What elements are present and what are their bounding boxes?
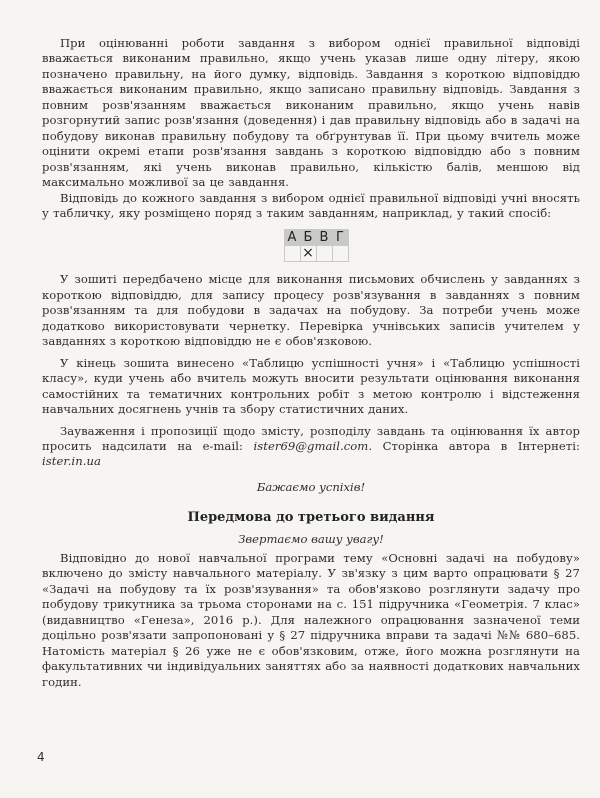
- paragraph-answer-table-intro: Відповідь до кожного завдання з вибором однієї правильної відповіді учні вносять у табличку, яку розміщено поряд з таким завданням, наприклад, у такий спосіб:: [42, 190, 580, 220]
- paragraph-workbook-space: У зошиті передбачено місце для виконання письмових обчислень у завданнях з короткою відповіддю, для запису процесу розв'язування в завданнях з повним розв'язанням та для побудови в задачах на побудову. За потреби учень може додатково використовувати чернетку. Перевірка учнівських записів учителем у завданнях з короткою відповіддю не є обов'язковою.: [42, 272, 580, 349]
- website-link[interactable]: ister.in.ua: [42, 454, 101, 469]
- paragraph-contact: [42, 424, 580, 470]
- email-link[interactable]: ister69@gmail.com: [253, 438, 369, 453]
- answer-cell-a: [284, 246, 300, 262]
- answer-cell-v: [316, 246, 332, 262]
- contact-text: Зауваження і пропозиції щодо змісту, розподілу завдань та оцінювання їх автор просить надсилати на e-mail:: [42, 423, 580, 453]
- page-content: [42, 36, 580, 690]
- preface-subheading: Звертаємо вашу увагу!: [238, 531, 384, 546]
- answer-table: [284, 229, 349, 262]
- answer-cell-b-cross-mark: ×: [300, 246, 316, 262]
- answer-option-g: Г: [332, 230, 348, 246]
- paragraph-success-tables: У кінець зошита винесено «Таблицю успішності учня» і «Таблицю успішності класу», куди учень або вчитель можуть вносити результати оцінювання виконання самостійних та тематичних контрольних робіт з метою контролю і відстеження навчальних досягнень учнів та збору статистичних даних.: [42, 355, 580, 417]
- wishes-text: Бажаємо успіхів!: [256, 479, 366, 494]
- answer-option-b: Б: [300, 230, 316, 246]
- answer-table-container: [42, 229, 580, 262]
- paragraph-preface: Відповідно до нової навчальної програми тему «Основні задачі на побудову» включено до змісту навчального матеріалу. У зв'язку з цим варто опрацювати § 27 «Задачі на побудову та їх розв'язування» та обов'язково розглянути задачу про побудову трикутника за трьома сторонами на с. 151 підручника «Геометрія. 7 клас» (видавництво «Генеза», 2016 р.). Для належного опрацювання зазначеної теми доцільно розв'язати запропоновані у § 27 підручника вправи та задачі №№ 680–685. Натомість матеріал § 26 уже не є обов'язковим, отже, його можна розглянути на факультативних чи індивідуальних заняттях або за наявності додаткових навчальних годин.: [42, 550, 580, 689]
- answer-option-a: А: [284, 230, 300, 246]
- answer-cell-g: [332, 246, 348, 262]
- paragraph-grading-rules: При оцінюванні роботи завдання з вибором однієї правильної відповіді вважається виконаним правильно, якщо учень указав лише одну літеру, якою позначено правильну, на його думку, відповідь. Завдання з короткою відповіддю вважається виконаним правильно, якщо записано правильну відповідь. Завдання з повним розв'язанням вважається виконаним правильно, якщо учень навів розгорнутий запис розв'язання (доведення) і дав правильну відповідь або в задачі на побудову виконав правильну побудову та обґрунтував її. При цьому вчитель може оцінити окремі етапи розв'язання завдань з короткою відповіддю або з повним розв'язанням, які учень виконав правильно, кількістю балів, меншою від максимально можливої за це завдання.: [42, 36, 580, 190]
- preface-heading: Передмова до третього видання: [187, 509, 435, 525]
- page-number: 4: [37, 750, 45, 764]
- contact-text-between: . Сторінка автора в Інтернеті:: [368, 438, 580, 453]
- answer-option-v: В: [316, 230, 332, 246]
